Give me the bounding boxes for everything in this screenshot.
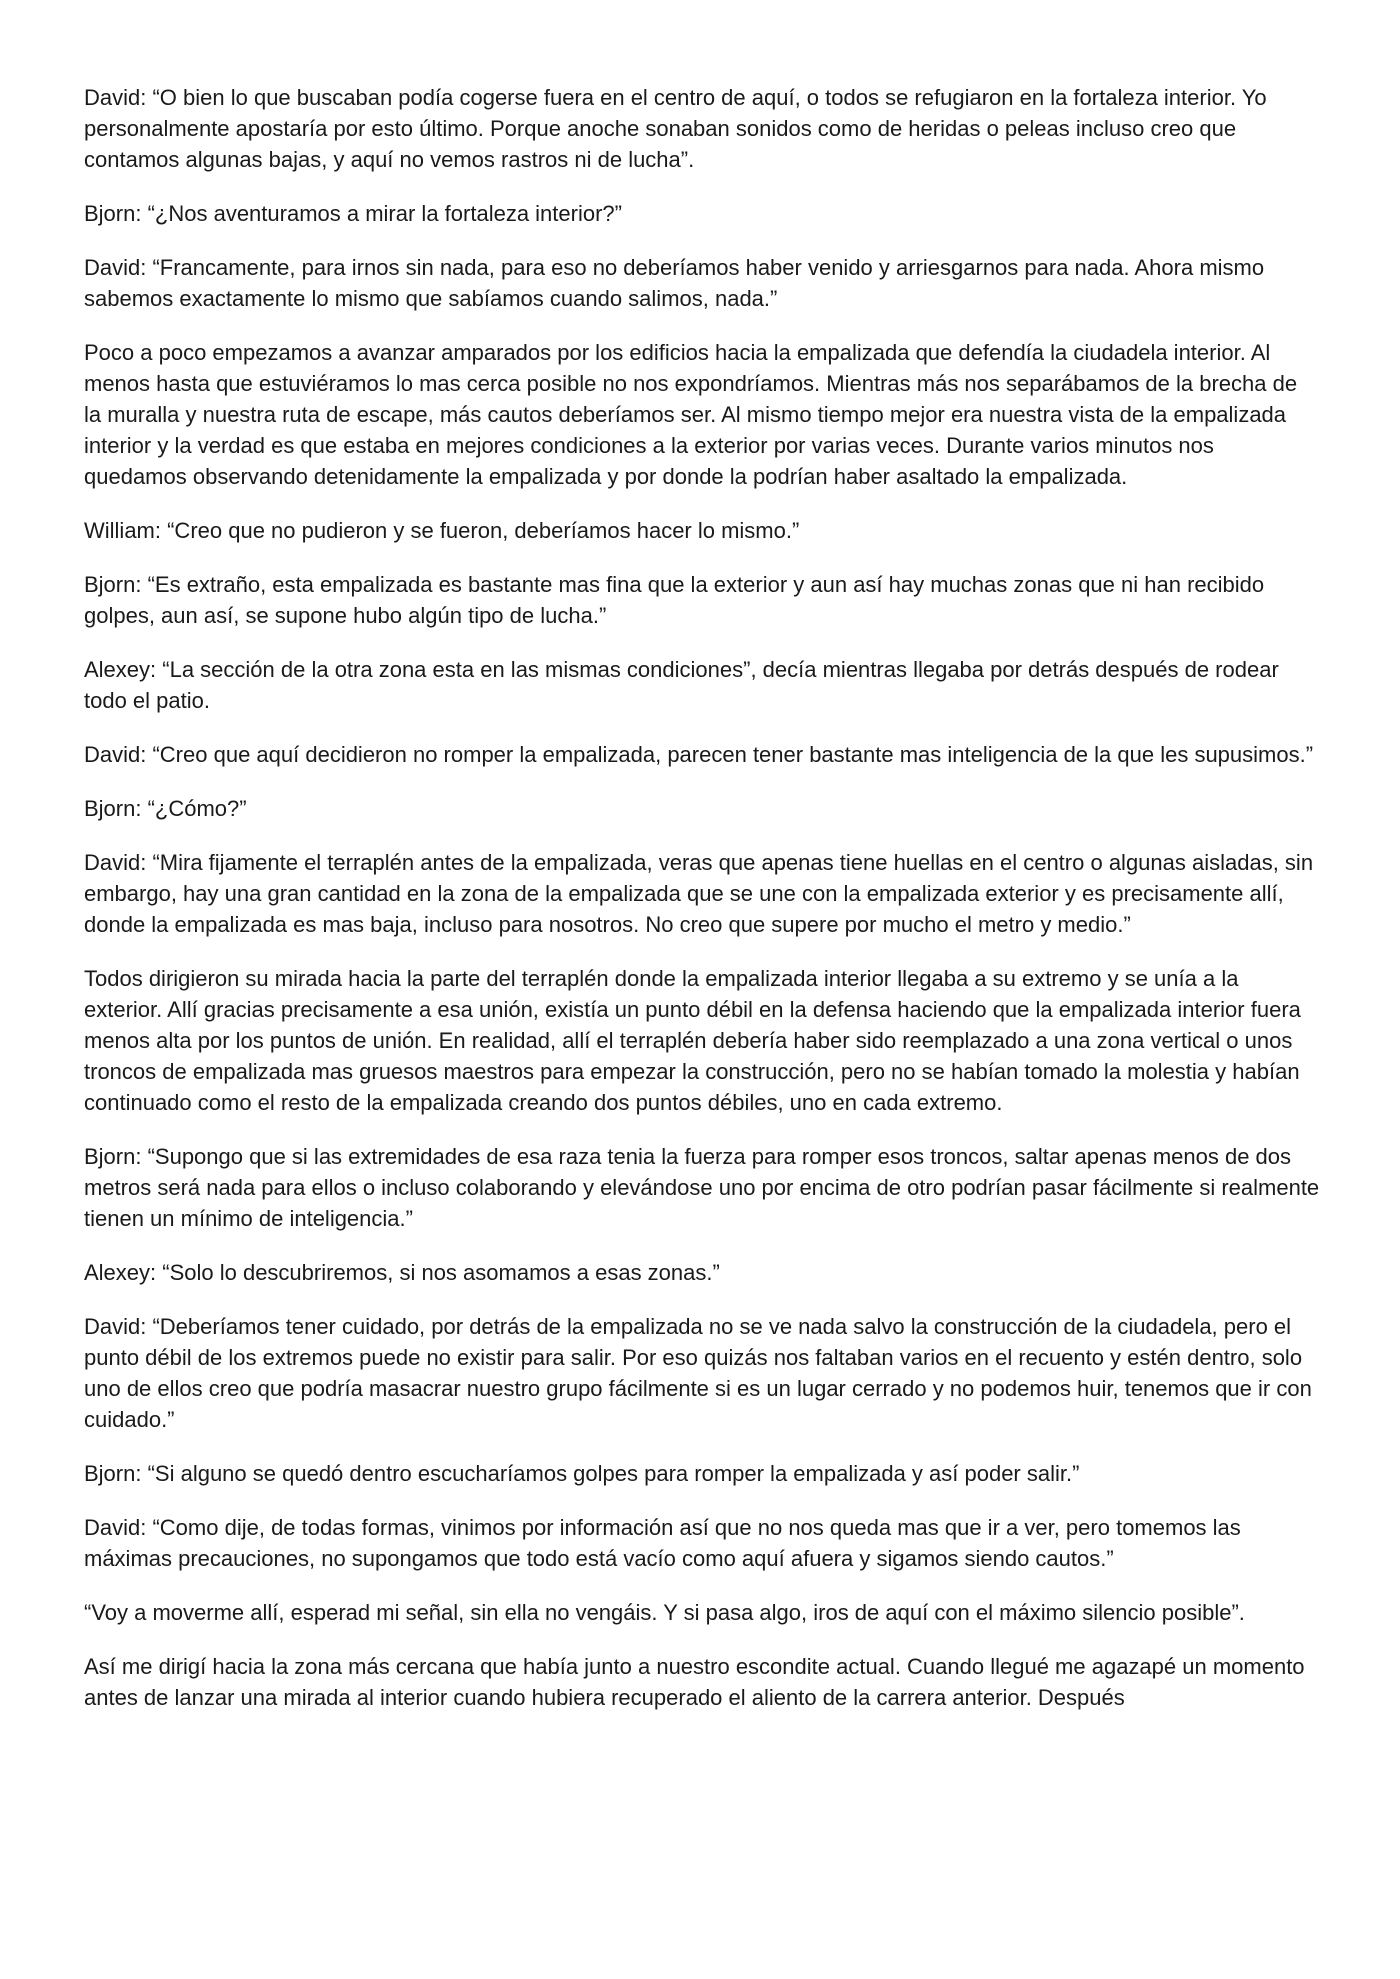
paragraph-7: Alexey: “La sección de la otra zona esta en las mismas condiciones”, decía mientras llegaba por detrás después de rodear todo el patio.	[84, 657, 1279, 713]
paragraph-2: Bjorn: “¿Nos aventuramos a mirar la fortaleza interior?”	[84, 201, 622, 226]
paragraph-3: David: “Francamente, para irnos sin nada, para eso no deberíamos haber venido y arriesgarnos para nada. Ahora mismo sabemos exactamente lo mismo que sabíamos cuando salimos, nada.”	[84, 255, 1265, 311]
paragraph-9: Bjorn: “¿Cómo?”	[84, 796, 247, 821]
paragraph-16: David: “Como dije, de todas formas, vinimos por información así que no nos queda mas que ir a ver, pero tomemos las máximas precauciones, no supongamos que todo está vacío como aquí afuera y sigamos siendo cautos.”	[84, 1515, 1241, 1571]
paragraph-17: “Voy a moverme allí, esperad mi señal, sin ella no vengáis. Y si pasa algo, iros de aquí con el máximo silencio posible”.	[84, 1600, 1245, 1625]
paragraph-11: Todos dirigieron su mirada hacia la parte del terraplén donde la empalizada interior llegaba a su extremo y se unía a la exterior. Allí gracias precisamente a esa unión, existía un punto débil en la defensa haciendo que la empalizada interior fuera menos alta por los puntos de unión. En realidad, allí el terraplén debería haber sido reemplazado a una zona vertical o unos troncos de empalizada mas gruesos maestros para empezar la construcción, pero no se habían tomado la molestia y habían continuado como el resto de la empalizada creando dos puntos débiles, uno en cada extremo.	[84, 966, 1301, 1115]
paragraph-12: Bjorn: “Supongo que si las extremidades de esa raza tenia la fuerza para romper esos troncos, saltar apenas menos de dos metros será nada para ellos o incluso colaborando y elevándose uno por encima de otro podrían pasar fácilmente si realmente tienen un mínimo de inteligencia.”	[84, 1144, 1320, 1231]
paragraph-18: Así me dirigí hacia la zona más cercana que había junto a nuestro escondite actual. Cuando llegué me agazapé un momento antes de lanzar una mirada al interior cuando hubiera recuperado el aliento de la carrera anterior. Después	[84, 1654, 1305, 1710]
paragraph-8: David: “Creo que aquí decidieron no romper la empalizada, parecen tener bastante mas inteligencia de la que les supusimos.”	[84, 742, 1314, 767]
paragraph-13: Alexey: “Solo lo descubriremos, si nos asomamos a esas zonas.”	[84, 1260, 720, 1285]
paragraph-5: William: “Creo que no pudieron y se fueron, deberíamos hacer lo mismo.”	[84, 518, 800, 543]
document-page	[84, 82, 1320, 1736]
paragraph-6: Bjorn: “Es extraño, esta empalizada es bastante mas fina que la exterior y aun así hay muchas zonas que ni han recibido golpes, aun así, se supone hubo algún tipo de lucha.”	[84, 572, 1265, 628]
paragraph-10: David: “Mira fijamente el terraplén antes de la empalizada, veras que apenas tiene huellas en el centro o algunas aisladas, sin embargo, hay una gran cantidad en la zona de la empalizada que se une con la empalizada exterior y es precisamente allí, donde la empalizada es mas baja, incluso para nosotros. No creo que supere por mucho el metro y medio.”	[84, 850, 1314, 937]
paragraph-14: David: “Deberíamos tener cuidado, por detrás de la empalizada no se ve nada salvo la construcción de la ciudadela, pero el punto débil de los extremos puede no existir para salir. Por eso quizás nos faltaban varios en el recuento y estén dentro, solo uno de ellos creo que podría masacrar nuestro grupo fácilmente si es un lugar cerrado y no podemos huir, tenemos que ir con cuidado.”	[84, 1314, 1312, 1432]
paragraph-1: David: “O bien lo que buscaban podía cogerse fuera en el centro de aquí, o todos se refugiaron en la fortaleza interior. Yo personalmente apostaría por esto último. Porque anoche sonaban sonidos como de heridas o peleas incluso creo que contamos algunas bajas, y aquí no vemos rastros ni de lucha”.	[84, 85, 1267, 172]
paragraph-4: Poco a poco empezamos a avanzar amparados por los edificios hacia la empalizada que defendía la ciudadela interior. Al menos hasta que estuviéramos lo mas cerca posible no nos expondríamos. Mientras más nos separábamos de la brecha de la muralla y nuestra ruta de escape, más cautos deberíamos ser. Al mismo tiempo mejor era nuestra vista de la empalizada interior y la verdad es que estaba en mejores condiciones a la exterior por varias veces. Durante varios minutos nos quedamos observando detenidamente la empalizada y por donde la podrían haber asaltado la empalizada.	[84, 340, 1298, 489]
paragraph-15: Bjorn: “Si alguno se quedó dentro escucharíamos golpes para romper la empalizada y así poder salir.”	[84, 1461, 1080, 1486]
